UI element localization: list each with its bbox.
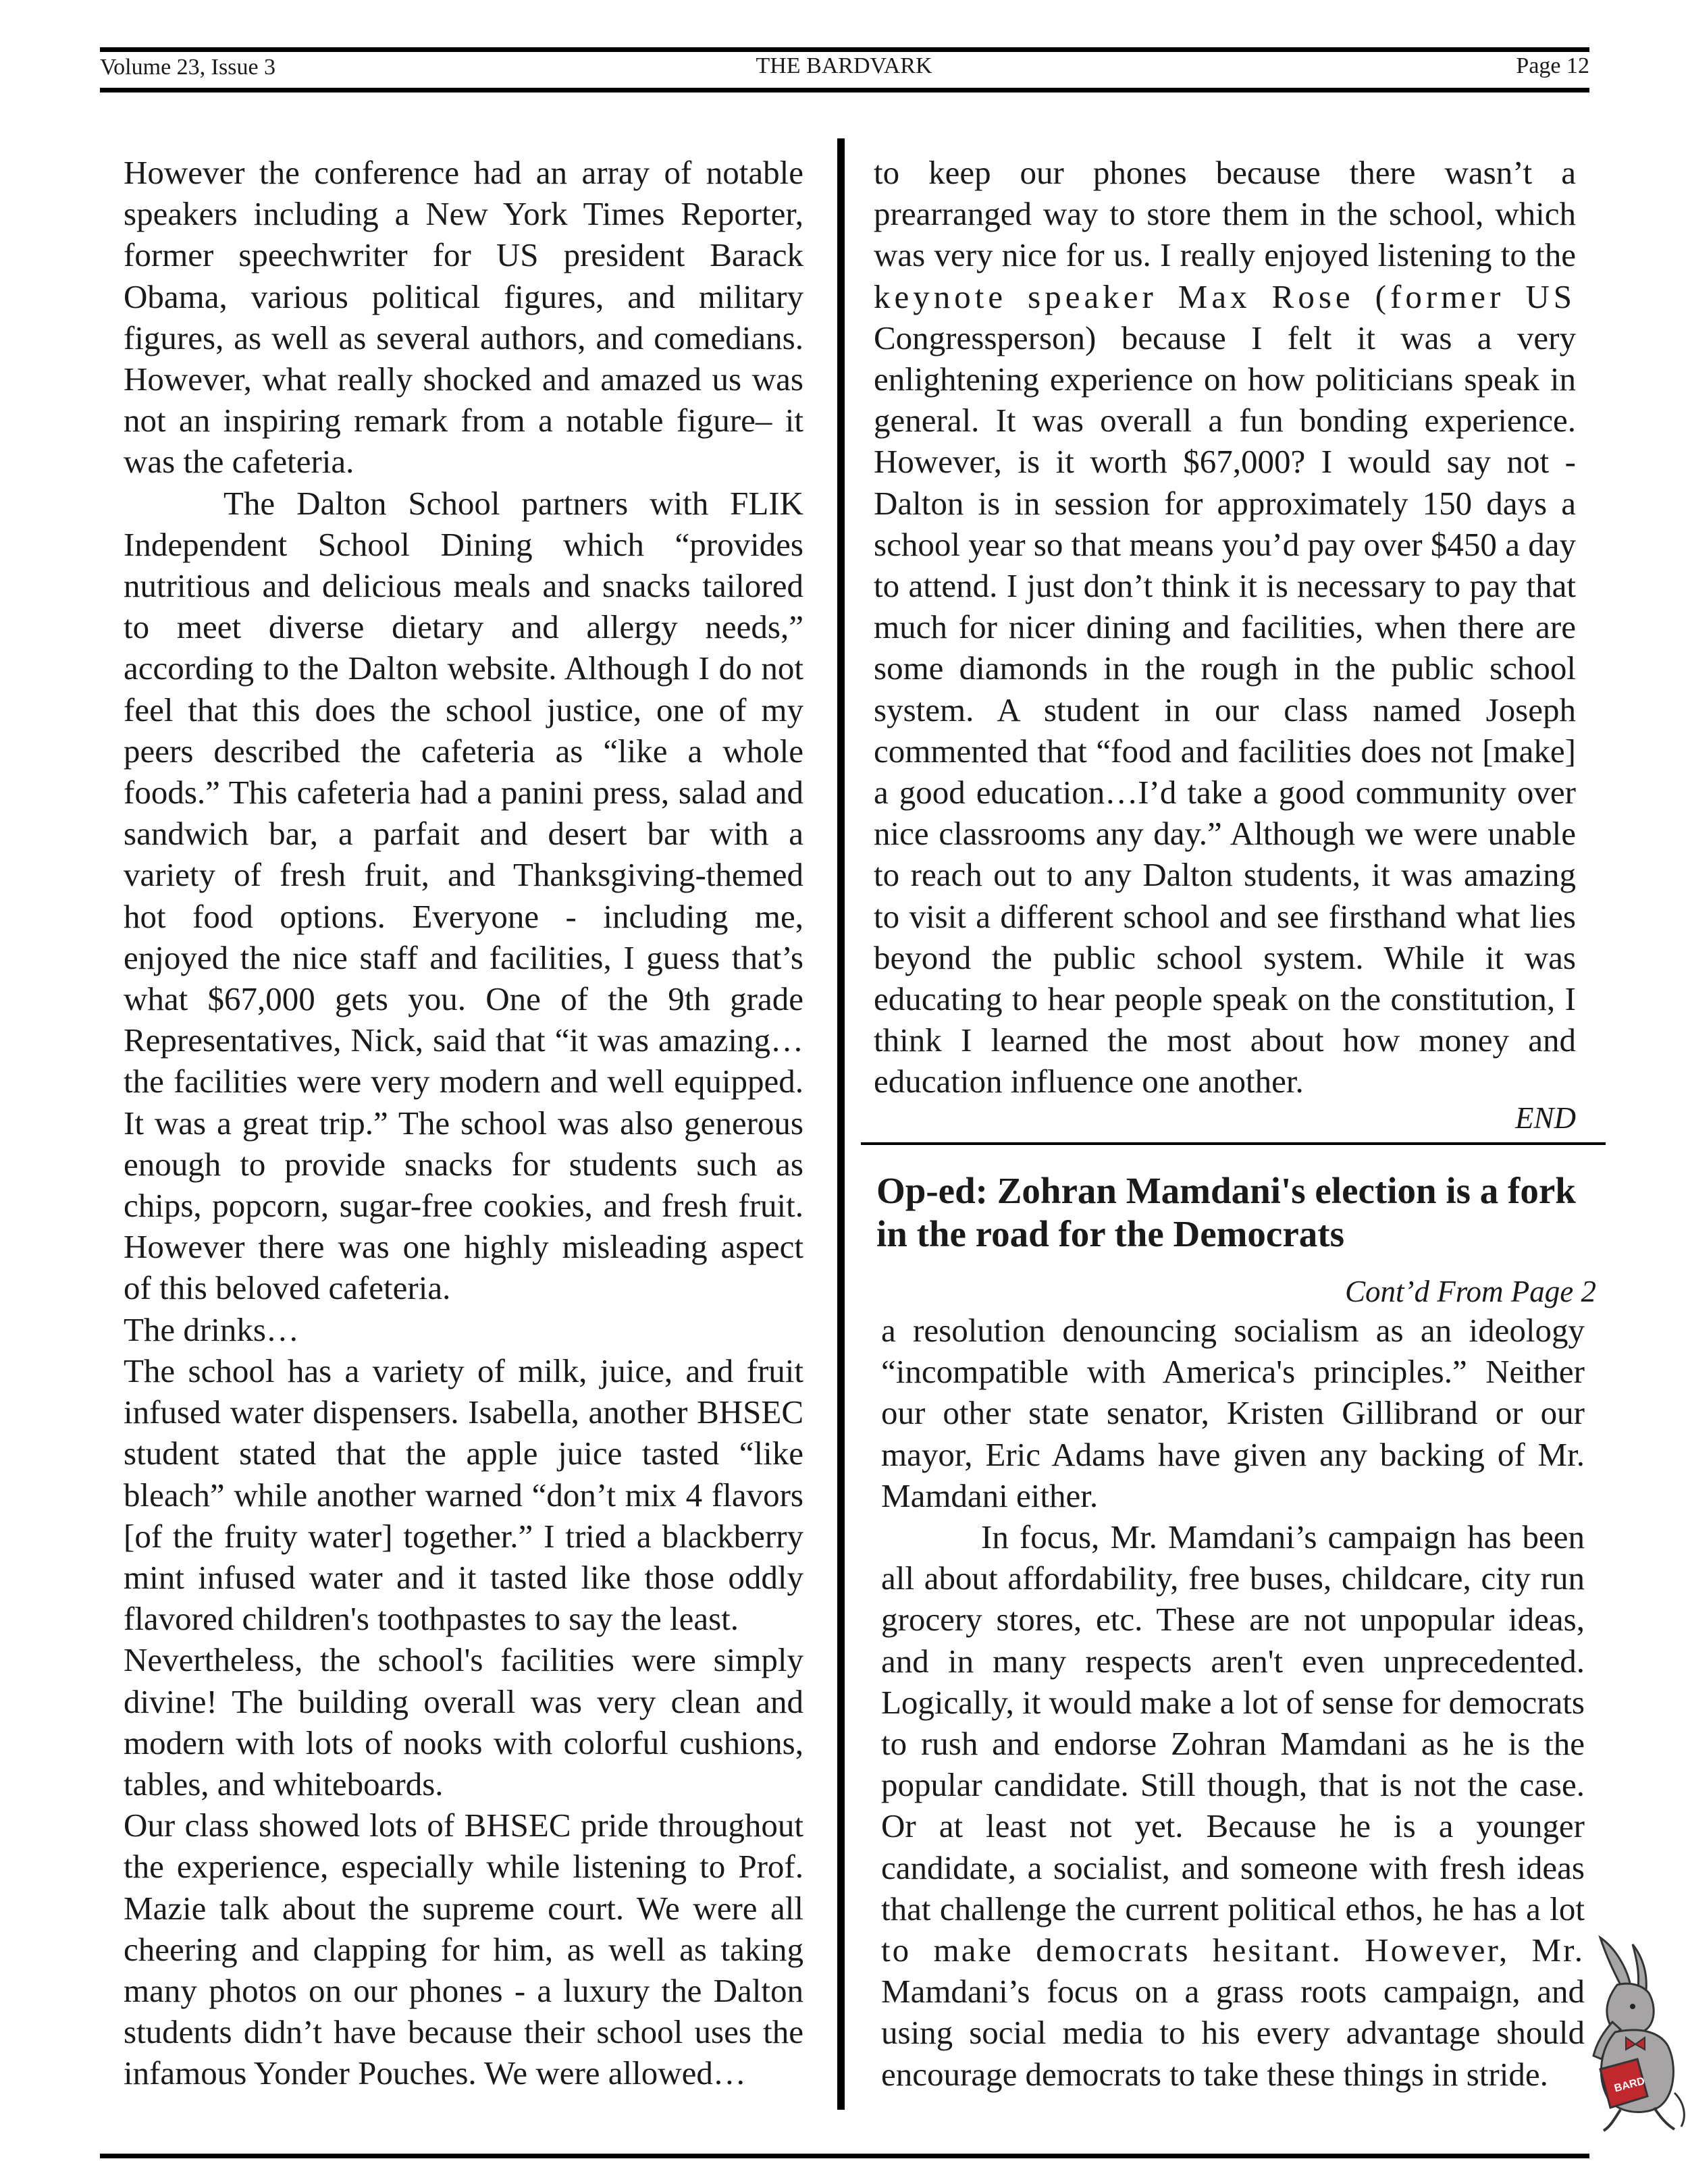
header-bottom-rule xyxy=(100,88,1589,92)
right-paragraph-1 xyxy=(874,152,1576,1102)
publication-name: THE BARDVARK xyxy=(756,53,932,78)
right-paragraph-1-start: to keep our phones because there wasn’t a prearranged way to store them in the school, which was very nice for us. I really enjoyed listening to the xyxy=(874,154,1576,274)
continued-note: Cont’d From Page 2 xyxy=(1344,1275,1596,1308)
left-paragraph-4: The school has a variety of milk, juice, and fruit infused water dispensers. Isabella, another BHSEC student stated that the apple juice tasted “like bleach” while another warned “don’t mix 4 flavors [of the fruity water] together.” I tried a blackberry mint infused water and it tasted like those oddly flavored children's toothpastes to say the least. xyxy=(124,1352,803,1638)
left-paragraph-2: The Dalton School partners with FLIK Independent School Dining which “provides nutritious and delicious meals and snacks tailored to meet diverse dietary and allergy needs,” according to the Dalton website. Although I do not feel that this does the school justice, one of my peers described the cafeteria as “like a whole foods.” This cafeteria had a panini press, salad and sandwich bar, a parfait and desert bar with a variety of fresh fruit, and Thanksgiving-themed hot food options. Everyone - including me, enjoyed the nice staff and facilities, I guess that’s what $67,000 gets you. One of the 9th grade Representatives, Nick, said that “it was amazing…the facilities were very modern and well equipped. It was a great trip.” The school was also generous enough to provide snacks for students such as chips, popcorn, sugar-free cookies, and fresh fruit. However there was one highly misleading aspect of this beloved cafeteria. xyxy=(124,484,803,1307)
header-top-rule xyxy=(100,47,1589,52)
section-divider xyxy=(861,1142,1606,1145)
left-paragraph-5: Nevertheless, the school's facilities were simply divine! The building overall was very clean and modern with lots of nooks with colorful cushions, tables, and whiteboards. xyxy=(124,1641,803,1803)
right-column-continuation xyxy=(874,152,1576,1102)
end-mark: END xyxy=(1515,1101,1576,1135)
oped-body xyxy=(881,1310,1585,2095)
oped-paragraph-2-spaced: to make democrats hesitant. However, Mr. xyxy=(881,1932,1585,1969)
oped-headline: Op-ed: Zohran Mamdani's election is a fork in the road for the Democrats xyxy=(876,1170,1576,1254)
oped-paragraph-2 xyxy=(881,1516,1585,2095)
footer-rule xyxy=(100,2154,1589,2158)
right-paragraph-1-spaced: keynote speaker Max Rose (former US xyxy=(874,277,1576,315)
left-column xyxy=(124,152,803,2094)
left-paragraph-6: Our class showed lots of BHSEC pride throughout the experience, especially while listening to Prof. Mazie talk about the supreme court. We were all cheering and clapping for him, as well as taking many photos on our phones - a luxury the Dalton students didn’t have because their school uses the infamous Yonder Pouches. We were allowed… xyxy=(124,1807,803,2092)
mascot-book-label: BARD xyxy=(1612,2075,1647,2095)
oped-paragraph-1: a resolution denouncing socialism as an ideology “incompatible with America's principles.” Neither our other state senator, Kristen Gillibrand or our mayor, Eric Adams have given any backing of Mr. Mamdani either. xyxy=(881,1312,1585,1514)
right-paragraph-1-end: Congressperson) because I felt it was a very enlightening experience on how politicians speak in general. It was overall a fun bonding experience. However, is it worth $67,000? I would say not - Dalton is in session for approximately 150 days a school year so that means you’d pay over $450 a day to attend. I just don’t think it is necessary to pay that much for nicer dining and facilities, when there are some diamonds in the rough in the public school system. A student in our class named Joseph commented that “food and facilities does not [make] a good education…I’d take a good community over nice classrooms any day.” Although we were unable to reach out to any Dalton students, it was amazing to visit a different school and see firsthand what lies beyond the public school system. While it was educating to hear people speak on the constitution, I think I learned the most about how money and education influence one another. xyxy=(874,319,1576,1100)
oped-paragraph-2-end: Mamdani’s focus on a grass roots campaign, and using social media to his every advantage should encourage democrats to take these things in stride. xyxy=(881,1973,1585,2093)
left-paragraph-3: The drinks… xyxy=(124,1310,299,1348)
aardvark-mascot-icon xyxy=(1573,1931,1688,2133)
page-number: Page 12 xyxy=(1516,53,1589,78)
oped-paragraph-2-start: In focus, Mr. Mamdani’s campaign has been all about affordability, free buses, childcare, city run grocery stores, etc. These are not unpopular ideas, and in many respects aren't even unprecedented. Logically, it would make a lot of sense for democrats to rush and endorse Zohran Mamdani as he is the popular candidate. Still though, that is not the case. Or at least not yet. Because he is a younger candidate, a socialist, and someone with fresh ideas that challenge the current political ethos, he has a lot xyxy=(881,1518,1585,1927)
issue-label: Volume 23, Issue 3 xyxy=(100,55,276,80)
column-divider xyxy=(837,138,845,2110)
left-paragraph-1: However the conference had an array of notable speakers including a New York Times Reporter, former speechwriter for US president Barack Obama, various political figures, and military figures, as well as several authors, and comedians. However, what really shocked and amazed us was not an inspiring remark from a notable figure– it was the cafeteria. xyxy=(124,154,803,481)
